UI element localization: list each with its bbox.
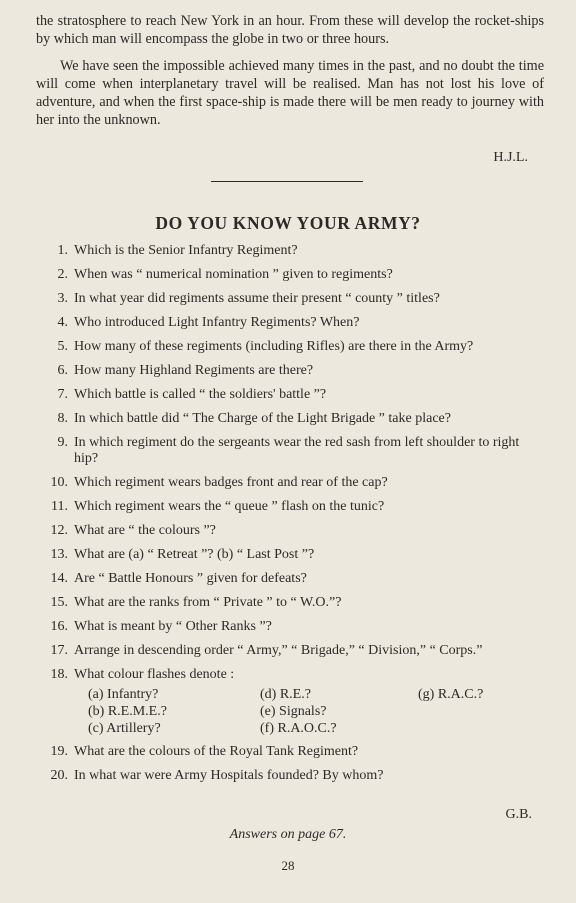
page-number: 28 — [281, 858, 295, 873]
subitem-f: (f) R.A.O.C.? — [260, 721, 337, 736]
question-18: 18. What colour flashes denote : — [50, 667, 235, 682]
question-6: 6. How many Highland Regiments are there? — [57, 363, 314, 378]
question-5: 5. How many of these regiments (including Rifles) are there in the Army? — [57, 339, 474, 354]
subitem-a: (a) Infantry? — [88, 687, 159, 702]
subitem-g: (g) R.A.C.? — [418, 687, 484, 702]
question-20: 20. In what war were Army Hospitals founded? By whom? — [50, 768, 384, 783]
quiz-title: DO YOU KNOW YOUR ARMY? — [155, 213, 421, 233]
question-11: 11. Which regiment wears the “ queue ” flash on the tunic? — [51, 499, 385, 514]
question-17: 17. Arrange in descending order “ Army,” “ Brigade,” “ Division,” “ Corps.” — [50, 643, 483, 658]
question-15: 15. What are the ranks from “ Private ” to “ W.O.”? — [50, 595, 342, 610]
question-16: 16. What is meant by “ Other Ranks ”? — [50, 619, 272, 634]
question-13: 13. What are (a) “ Retreat ”? (b) “ Last Post ”? — [50, 547, 315, 562]
question-list — [32, 243, 544, 784]
question-12: 12. What are “ the colours ”? — [50, 523, 216, 538]
question-8: 8. In which battle did “ The Charge of the Light Brigade ” take place? — [57, 411, 451, 426]
question-4: 4. Who introduced Light Infantry Regiments? When? — [57, 315, 360, 330]
intro-paragraph-1: the stratosphere to reach New York in an hour. From these will develop the rocket-ships by which man will encompass the globe in two or three hours. — [36, 13, 544, 47]
flash-subitems — [88, 687, 544, 737]
question-7: 7. Which battle is called “ the soldiers' battle ”? — [57, 387, 327, 402]
question-14: 14. Are “ Battle Honours ” given for defeats? — [50, 571, 307, 586]
question-1: 1. Which is the Senior Infantry Regiment? — [57, 243, 298, 258]
question-3: 3. In what year did regiments assume their present “ county ” titles? — [57, 291, 440, 306]
author-initials-bottom: G.B. — [505, 807, 532, 822]
subitem-e: (e) Signals? — [260, 704, 327, 719]
answers-note: Answers on page 67. — [229, 827, 347, 842]
subitem-d: (d) R.E.? — [260, 687, 311, 702]
question-19: 19. What are the colours of the Royal Tank Regiment? — [50, 744, 359, 759]
intro-paragraph-2: We have seen the impossible achieved many times in the past, and no doubt the time will come when interplanetary travel will be realised. Man has not lost his love of adventure, and when the first space-ship is made there will be men ready to journey with her into the unknown. — [36, 58, 544, 128]
question-9: 9. In which regiment do the sergeants wear the red sash from left shoulder to right hip? — [57, 435, 520, 466]
subitem-empty-1 — [418, 704, 558, 720]
question-2: 2. When was “ numerical nomination ” given to regiments? — [57, 267, 393, 282]
subitem-empty-2 — [418, 721, 558, 737]
section-divider — [211, 181, 363, 182]
intro-text — [36, 12, 544, 129]
subitem-c: (c) Artillery? — [88, 721, 161, 736]
subitem-b: (b) R.E.M.E.? — [88, 704, 167, 719]
question-10: 10. Which regiment wears badges front and rear of the cap? — [50, 475, 388, 490]
author-initials-top: H.J.L. — [493, 150, 528, 165]
